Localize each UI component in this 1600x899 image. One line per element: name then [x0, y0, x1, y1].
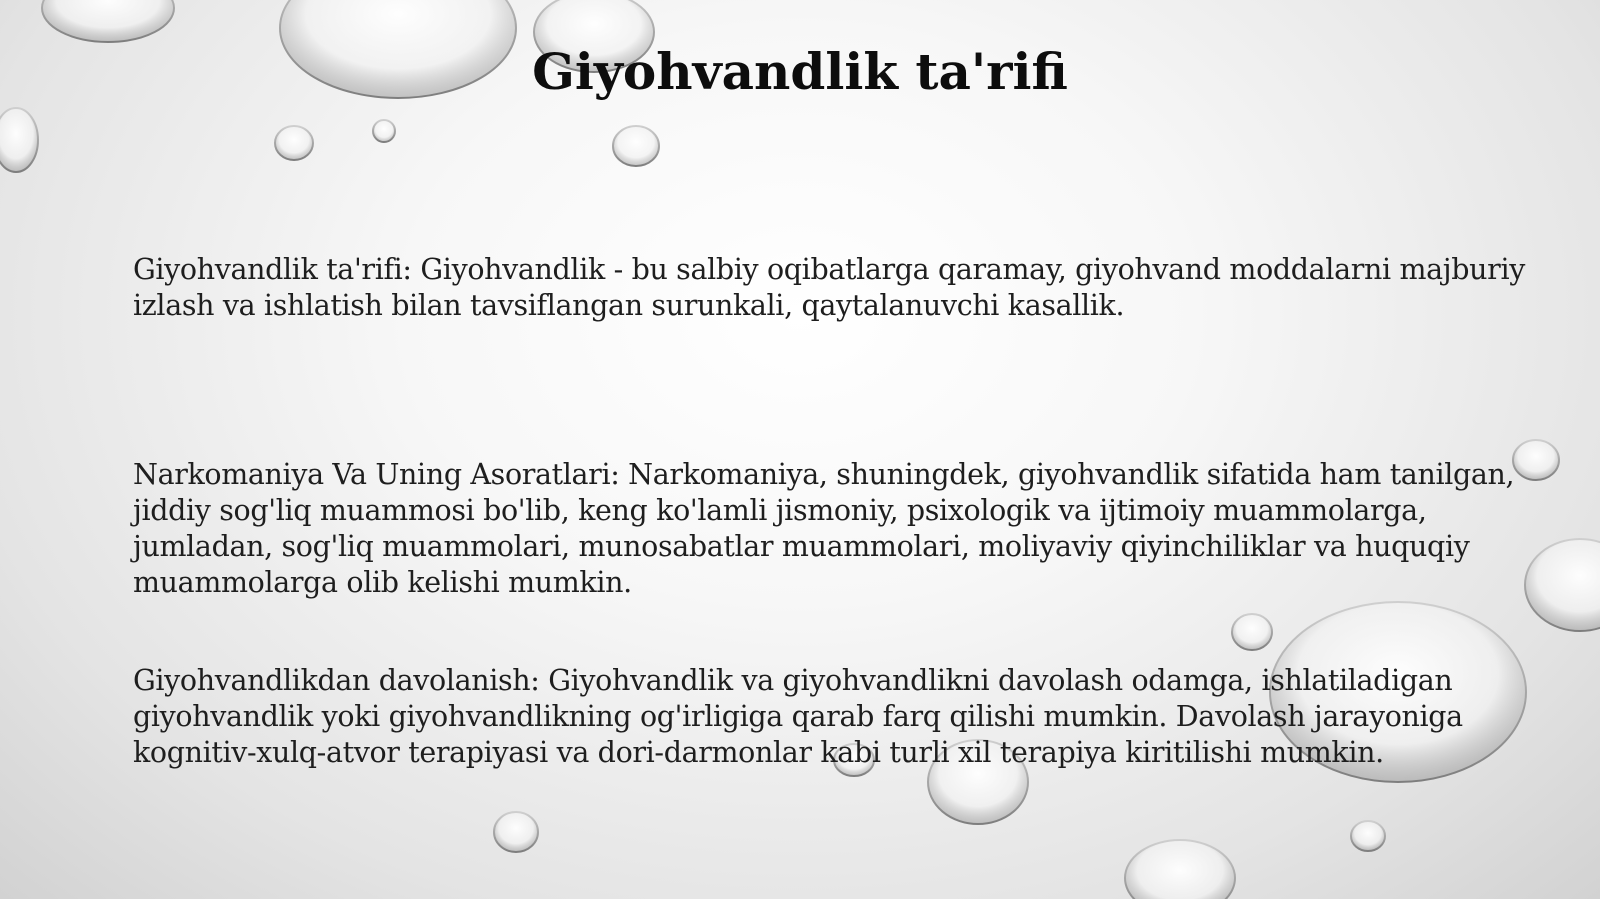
paragraph-complications: Narkomaniya Va Uning Asoratlari: Narkomaniya, shuningdek, giyohvandlik sifatida ham tanilgan, jiddiy sog'liq muammosi bo'lib, keng ko'lamli jismoniy, psixologik va ijtimoiy muammolarga, jumladan, sog'liq muammolari, munosabatlar muammolari, moliyaviy qiyinchiliklar va huquqiy muammolarga olib kelishi mumkin. [133, 458, 1515, 599]
paragraph-definition: Giyohvandlik ta'rifi: Giyohvandlik - bu salbiy oqibatlarga qaramay, giyohvand moddalarni majburiy izlash va ishlatish bilan tavsiflangan surunkali, qaytalanuvchi kasallik. [133, 253, 1525, 322]
paragraph-treatment: Giyohvandlikdan davolanish: Giyohvandlik va giyohvandlikni davolash odamga, ishlatiladigan giyohvandlik yoki giyohvandlikning og'irligiga qarab farq qilishi mumkin. Davolash jarayoniga kognitiv-xulq-atvor terapiyasi va dori-darmonlar kabi turli xil terapiya kiritilishi mumkin. [133, 664, 1463, 769]
slide-title: Giyohvandlik ta'rifi [532, 42, 1068, 101]
